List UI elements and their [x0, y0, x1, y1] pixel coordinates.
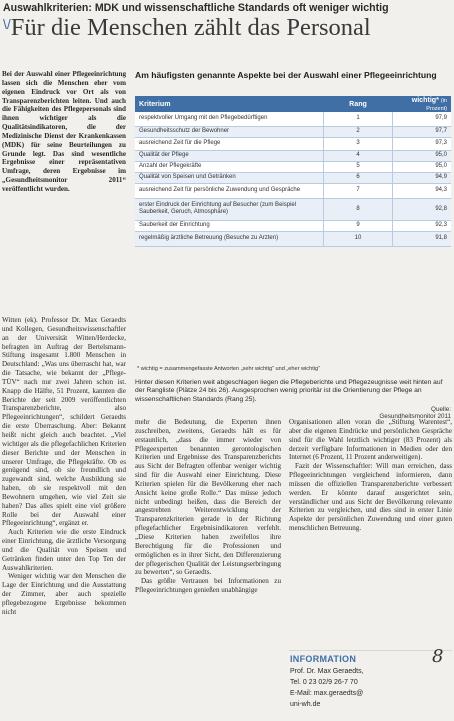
cell-pct: 95,0	[393, 161, 452, 172]
table-row	[135, 220, 451, 231]
cell-rank: 3	[324, 137, 393, 150]
header-pct-label: wichtig*	[411, 96, 439, 104]
cell-criterion: Anzahl der Pflegekräfte	[135, 161, 324, 172]
intro-paragraph: Bei der Auswahl einer Pflegeeinrichtung lassen sich die Menschen eher vom eigenen Eindruck vor Ort als von Transparenzberichten leiten. Und auch die Fähigkeiten des Pflegepersonals sind ihnen wichtiger als die Qualitätsindikatoren, die der Medizinische Dienst der Krankenkassen (MDK) für seine Beurteilungen zu Grunde legt. Das sind wesentliche Ergebnisse einer repräsentativen Umfrage, deren Ergebnisse im „Gesundheitsmonitor 2011“ veröffentlicht wurden.	[2, 70, 126, 193]
paragraph: Das größte Vertrauen bei Informationen zu Pflegeeinrichtungen genießen unabhängige	[135, 577, 281, 595]
paragraph: Organisationen allen voran die „Stiftung Warentest“, aber die eigenen Eindrücke und persönlichen Gespräche sind für die Wahl letztlich wichtiger (83 Prozent) als derzeit verfügbare Informationen in Medien oder den Internet (6 Prozent, 11 Prozent anderweitigen).	[289, 418, 452, 462]
table-row	[135, 150, 451, 161]
cell-pct: 91,8	[393, 231, 452, 246]
page-title	[3, 14, 451, 42]
cell-criterion: Qualität von Speisen und Getränken	[135, 172, 324, 183]
cell-criterion: erster Eindruck der Einrichtung auf Besucher (zum Beispiel Sauberkeit, Geruch, Atmosphäre)	[135, 198, 324, 220]
cell-criterion: respektvoller Umgang mit den Pflegebedürftigen	[135, 112, 324, 126]
header-pct-unit: (in Prozent)	[426, 98, 447, 112]
ranking-table	[135, 96, 451, 247]
source-credit: Quelle: Gesundheitsmonitor 2011	[379, 406, 451, 420]
cell-rank: 6	[324, 172, 393, 183]
cell-rank: 5	[324, 161, 393, 172]
info-email[interactable]: E-Mail: max.geraedts@	[290, 690, 364, 697]
article-column-1	[2, 316, 126, 617]
cell-pct: 94,3	[393, 183, 452, 198]
cell-pct: 92,8	[393, 198, 452, 220]
cell-pct: 97,7	[393, 126, 452, 137]
kicker: Auswahlkriterien: MDK und wissenschaftliche Standards oft weniger wichtig	[3, 2, 389, 14]
pen-mark-icon: \/	[3, 16, 11, 32]
cell-rank: 1	[324, 112, 393, 126]
cell-rank: 8	[324, 198, 393, 220]
cell-criterion: Qualität der Pflege	[135, 150, 324, 161]
paragraph: Fazit der Wissenschaftler: Will man erreichen, dass Pflegeeinrichtungen vergleichend informieren, dann müssen die offiziellen Transparenzberichte verbessert werden. Er könnte darauf ausgerichtet sein, verständlicher und aus Sicht der Bevölkerung relevante Kriterien zu vergleichen, und dies sind in erster Linie Aspekte der persönlichen Zuwendung und einer guten menschlichen Betreuung.	[289, 462, 452, 533]
handwritten-mark: 8	[432, 646, 444, 667]
header-criterion: Kriterium	[135, 96, 324, 112]
paragraph: Witten (ek). Professor Dr. Max Geraedts und Kollegen, Gesundheitswissenschaftler an der Universität Witten/Herdecke, befragten im Auftrag der Bertelsmann-Stiftung insgesamt 1.800 Menschen in Deutschland: „Was uns überrascht hat, war die Tatsache, wie bekannt der „Pflege-TÜV“ nach nur zwei Jahren schon ist. Knapp die Hälfte, 51 Prozent, kannten die Berichte der seit 2009 veröffentlichten Transparenzberichte, also Pflegeeinrichtungen“, schildert Geraedts die erste Überraschung. Aber: Bekannt heißt nicht gleich auch beachtet. „Viel wichtiger als die pflegefachlichen Kriterien dieser Berichte und der Menschen in unserer Umfrage, die Pflegekräfte. Ob es genügend sind, ob sie freundlich und zugewandt sind, welche Ausbildung sie haben, ob sie respektvoll mit den Bewohnern umgehen, wie viel Zeit sie haben? Das alles spielt eine viel größere Rolle bei der Auswahl einer Pflegeeinrichtung“, ergänzt er.	[2, 316, 126, 528]
cell-rank: 2	[324, 126, 393, 137]
table-row	[135, 183, 451, 198]
cell-rank: 7	[324, 183, 393, 198]
cell-criterion: ausreichend Zeit für persönliche Zuwendung und Gespräche	[135, 183, 324, 198]
cell-criterion: ausreichend Zeit für die Pflege	[135, 137, 324, 150]
table-row	[135, 137, 451, 150]
cell-rank: 4	[324, 150, 393, 161]
cell-criterion: Sauberkeit der Einrichtung	[135, 220, 324, 231]
cell-rank: 9	[324, 220, 393, 231]
cell-rank: 10	[324, 231, 393, 246]
paragraph: Weniger wichtig war den Menschen die Lage der Einrichtung und die Ausstattung der Zimmer, aber auch spezielle pflegebezogene Ergebnisse bekommen nicht	[2, 572, 126, 616]
table-commentary: Hinter diesen Kriterien weit abgeschlagen liegen die Pflegeberichte und Pflegezeugnisse weit hinten auf der Rangliste (Plätze 24 bis 26). Ausgesprochen wenig prioritär ist die Orientierung der Pflege an wissenschaftlichen Standards (Rang 25).	[135, 379, 443, 403]
table-row	[135, 231, 451, 246]
article-column-3	[289, 418, 452, 533]
cell-pct: 94,9	[393, 172, 452, 183]
info-phone: Tel. 0 23 02/9 26-7 70	[290, 679, 358, 686]
info-email-domain[interactable]: uni-wh.de	[290, 701, 321, 708]
cell-criterion: regelmäßig ärztliche Betreuung (Besuche zu Arzten)	[135, 231, 324, 246]
table-row	[135, 112, 451, 126]
cell-pct: 92,3	[393, 220, 452, 231]
header-rank: Rang	[324, 96, 393, 112]
table-header-row	[135, 96, 451, 112]
header-pct	[393, 96, 452, 112]
article-column-2	[135, 418, 281, 595]
info-heading: INFORMATION	[290, 654, 357, 664]
cell-pct: 97,9	[393, 112, 452, 126]
headline-text: Für die Menschen zählt das Personal	[10, 14, 371, 41]
divider	[289, 650, 452, 651]
cell-pct: 97,3	[393, 137, 452, 150]
cell-pct: 95,0	[393, 150, 452, 161]
paragraph: Auch Kriterien wie die erste Eindruck einer Einrichtung, die ärztliche Versorgung und die Qualität von Speisen und Getränken finden unter den Top Ten der Auswahlkriterien.	[2, 528, 126, 572]
info-contact-name: Prof. Dr. Max Geraedts,	[290, 668, 364, 675]
table-title: Am häufigsten genannte Aspekte bei der Auswahl einer Pflegeeinrichtung	[135, 70, 437, 80]
cell-criterion: Gesundheitsschutz der Bewohner	[135, 126, 324, 137]
table-row	[135, 172, 451, 183]
table-row	[135, 126, 451, 137]
table-row	[135, 161, 451, 172]
table-footnote: * wichtig = zusammengefasste Antworten „sehr wichtig“ und „eher wichtig“	[137, 366, 320, 372]
paragraph: mehr die Bedeutung, die Experten ihnen zuschreiben, zweitens, Geraedts hält es für erstaunlich, „dass die immer wieder von Pflegeexperten benannten gerontologischen Kriterien und Ergebnisse des Transparenzberichts aus Sicht der Befragten offenbar weniger wichtig sind für die Auswahl einer Einrichtung. Diese Kriterien spielen für die Bevölkerung eher nach Ansicht keine große Rolle.“ Das müsse jedoch nicht unbedingt heißen, dass die Bereich der angestrebten Weiterentwicklung der Transparenzkriterien gerade in der Richtung pflegefachlicher Ergebnisindikatoren verfehlt. „Diese Kriterien haben zweifellos ihre Berechtigung für die Professionen und ermöglichen es in ihrer Sicht, den Differenzierung der pflegerischen Qualität der Leistungserbringung zu bewerten“, so Geraedts.	[135, 418, 281, 577]
table-row	[135, 198, 451, 220]
